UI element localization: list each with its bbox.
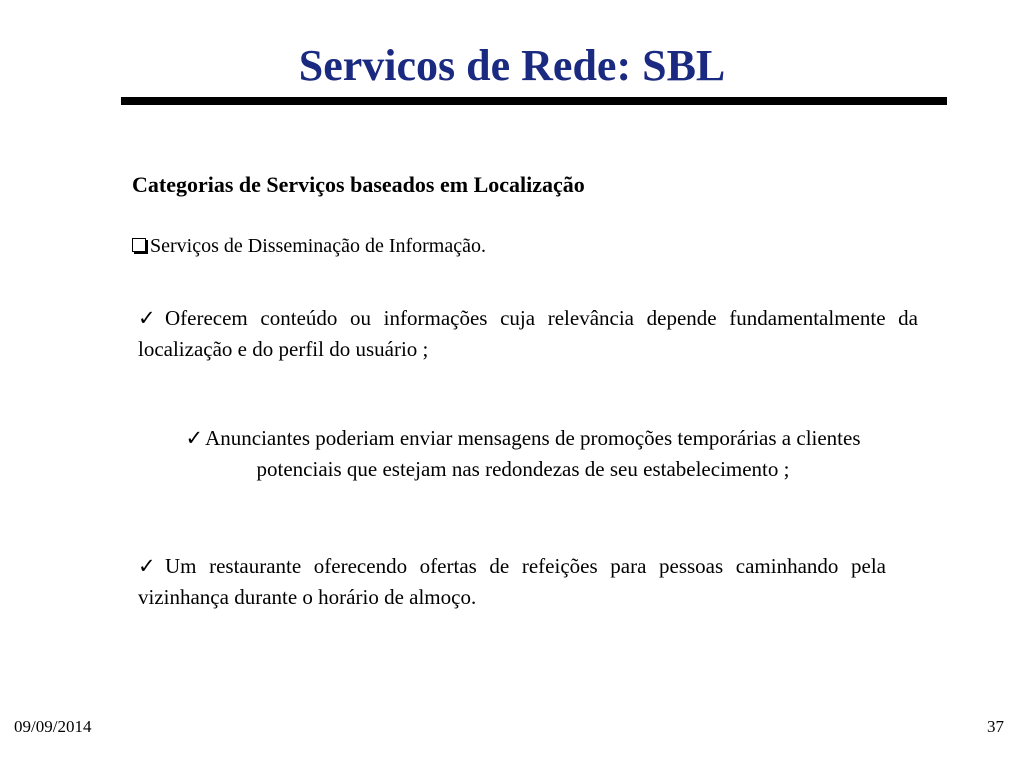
checklist-item-text: Oferecem conteúdo ou informações cuja relevância depende fundamentalmente da localização e do perfil do usuário ; [138, 306, 918, 361]
slide-title: Servicos de Rede: SBL [298, 41, 726, 90]
section-heading: Categorias de Serviços baseados em Localização [132, 172, 585, 197]
checkmark-icon: ✓ [138, 306, 163, 330]
checklist-item [138, 303, 918, 365]
page-number: 37 [987, 717, 1004, 736]
topic-bullet [132, 232, 486, 260]
square-bullet-icon [132, 238, 146, 252]
checkmark-icon: ✓ [185, 426, 204, 450]
footer-date: 09/09/2014 [14, 717, 92, 736]
title-underline-rule [121, 97, 947, 105]
checkmark-icon: ✓ [138, 554, 163, 578]
topic-bullet-text: Serviços de Disseminação de Informação. [150, 235, 486, 257]
checklist-item [148, 423, 898, 485]
checklist-item [138, 551, 886, 613]
checklist-item-text: Anunciantes poderiam enviar mensagens de promoções temporárias a clientes potenciais que estejam nas redondezas de seu estabelecimento ; [205, 426, 861, 481]
checklist-item-text: Um restaurante oferecendo ofertas de refeições para pessoas caminhando pela vizinhança durante o horário de almoço. [138, 554, 886, 609]
